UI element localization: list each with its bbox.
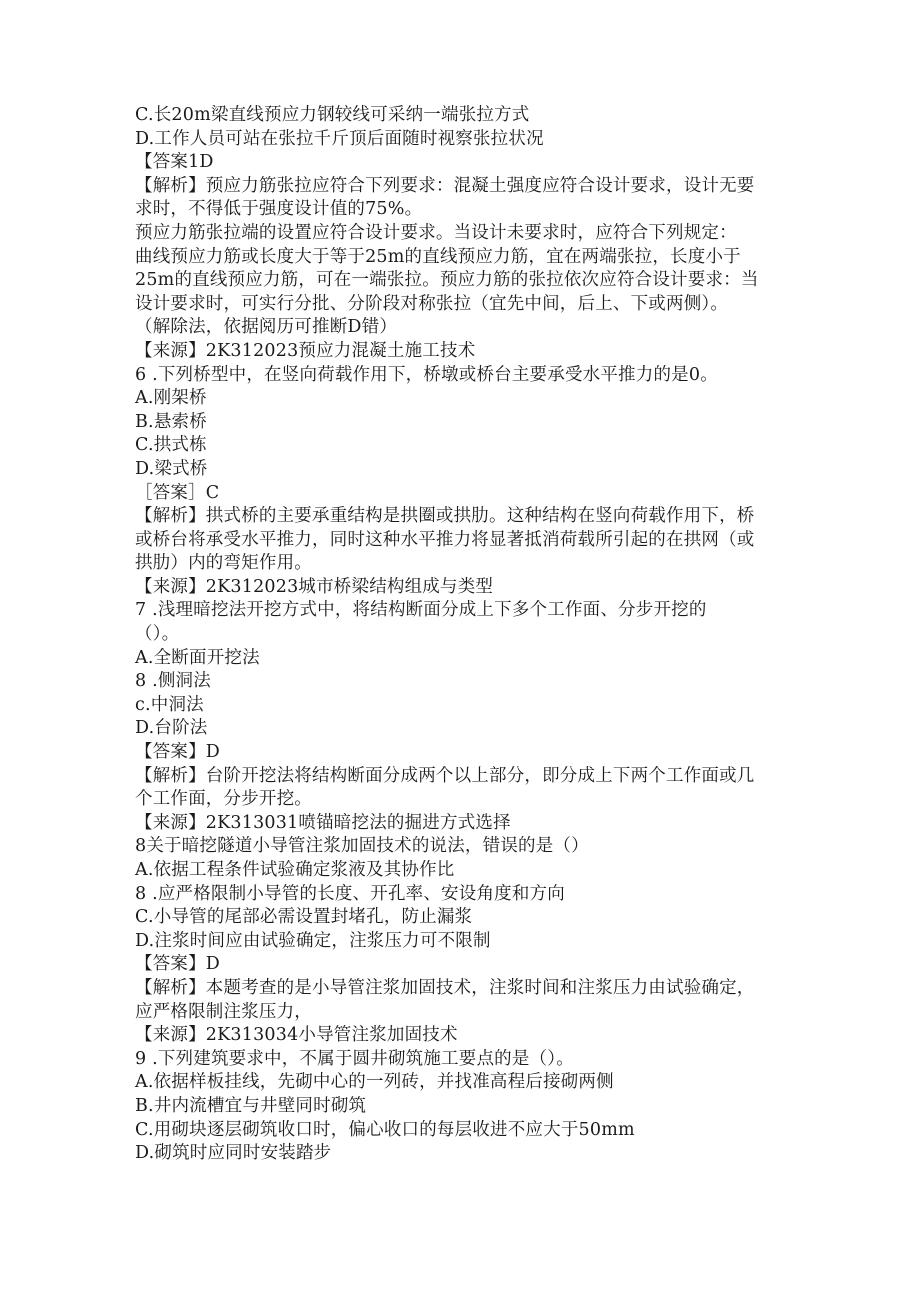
analysis-line: 个工作面，分步开挖。 [135,789,312,810]
option-b-line: B.悬索桥 [135,411,207,432]
analysis-line: 预应力筋张拉端的设置应符合设计要求。当设计未要求时，应符合下列规定： [135,222,737,243]
analysis-line: 求时，不得低于强度设计值的75%。 [135,199,423,220]
option-d-line: D.梁式桥 [135,458,208,479]
question-6-line: 6 .下列桥型中，在竖向荷载作用下，桥墩或桥台主要承受水平推力的是0。 [135,364,718,385]
analysis-line: 25m的直线预应力筋，可在一端张拉。预应力筋的张拉依次应符合设计要求：当 [135,270,759,291]
option-c-line: C.长20m梁直线预应力钢较线可采纳一端张拉方式 [135,105,530,125]
source-line: 【来源】2K313031喷锚暗挖法的掘进方式选择 [135,812,511,833]
option-c-line: c.中洞法 [135,694,204,715]
answer-line: 【答案】D [135,954,221,975]
analysis-line: 拱肋）内的弯矩作用。 [135,553,312,574]
question-7-line: 7 .浅理暗挖法开挖方式中，将结构断面分成上下多个工作面、分步开挖的 [135,600,707,621]
answer-line: 【答案1D [135,152,214,173]
option-a-line: A.全断面开挖法 [135,647,260,668]
analysis-line: 曲线预应力筋或长度大于等于25m的直线预应力筋，宜在两端张拉，长度小于 [135,246,741,267]
option-b-line: B.井内流槽宜与井壁同时砌筑 [135,1095,367,1116]
option-d-line: D.砌筑时应同时安装踏步 [135,1143,332,1164]
option-b-line: 8 .侧洞法 [135,671,211,692]
question-8-line: 8关于暗挖隧道小导管注浆加固技术的说法，错误的是（） [135,836,589,857]
question-7-line: （）。 [135,624,180,645]
source-line: 【来源】2K312023预应力混凝土施工技术 [135,340,476,361]
analysis-line: 设计要求时，可实行分批、分阶段对称张拉（宜先中间，后上、下或两侧）。 [135,293,729,314]
analysis-line: 【解析】台阶开挖法将结构断面分成两个以上部分，即分成上下两个工作面或几 [135,765,755,786]
analysis-note-line: （解除法，依据阅历可推断D错） [135,317,398,338]
analysis-line: 或桥台将承受水平推力，同时这种水平推力将显著抵消荷载所引起的在拱网（或 [135,529,755,550]
analysis-line: 应严格限制注浆压力， [135,1001,312,1022]
option-a-line: A.刚架桥 [135,388,207,409]
answer-line: 【答案】D [135,742,221,763]
question-9-line: 9 .下列建筑要求中，不属于圆井砌筑施工要点的是（）。 [135,1048,574,1069]
option-a-line: A.依据工程条件试验确定浆液及其协作比 [135,860,455,880]
option-a-line: A.依据样板挂线，先砌中心的一列砖，并找准高程后接砌两侧 [135,1072,614,1093]
document-body [135,104,795,1166]
option-c-line: C.拱式栋 [135,435,207,456]
option-d-line: D.注浆时间应由试验确定，注浆压力可不限制 [135,930,491,951]
answer-line: ［答案］C [135,482,220,503]
option-b-line: 8 .应严格限制小导管的长度、开孔率、安设角度和方向 [135,883,565,904]
analysis-line: 【解析】预应力筋张拉应符合下列要求：混凝土强度应符合设计要求，设计无要 [135,175,755,196]
analysis-line: 【解析】拱式桥的主要承重结构是拱圈或拱肋。这种结构在竖向荷载作用下，桥 [135,506,755,527]
analysis-line: 【解析】本题考查的是小导管注浆加固技术，注浆时间和注浆压力由试验确定， [135,977,755,998]
option-c-line: C.用砌块逐层砌筑收口时，偏心收口的每层收进不应大于50mm [135,1119,635,1140]
source-line: 【来源】2K312023城市桥梁结构组成与类型 [135,576,494,597]
option-c-line: C.小导管的尾部必需设置封堵孔，防止漏浆 [135,907,473,928]
option-d-line: D.台阶法 [135,718,208,739]
option-d-line: D.工作人员可站在张拉千斤顶后面随时视察张拉状况 [135,128,544,149]
source-line: 【来源】2K313034小导管注浆加固技术 [135,1025,458,1046]
